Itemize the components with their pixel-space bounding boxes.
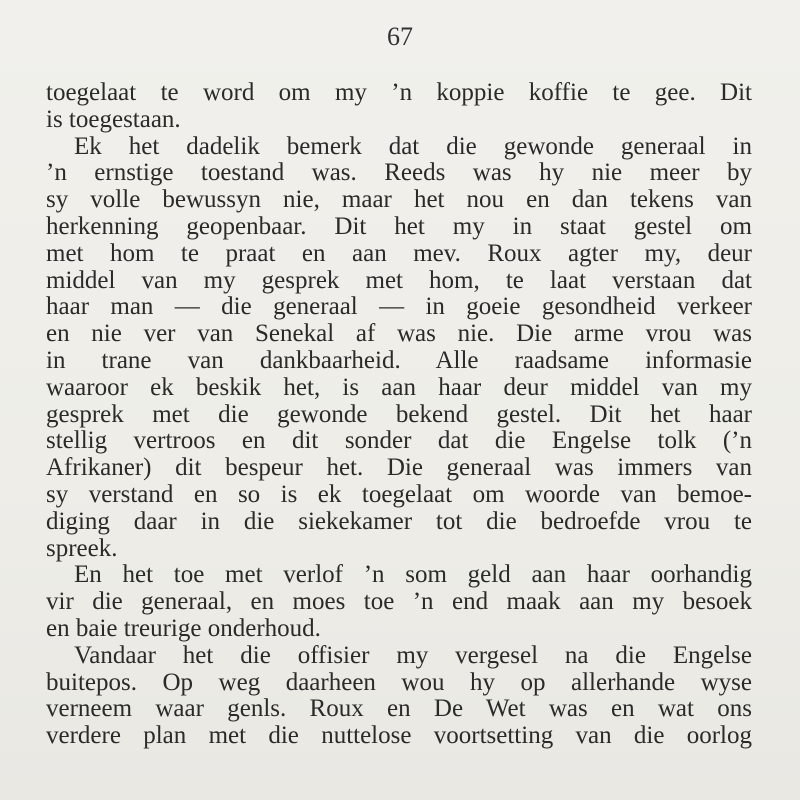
text-line: herkenning geopenbaar. Dit het my in staat gestel om [46,212,752,240]
text-line: spreek. [46,534,118,562]
text-line: is toegestaan. [46,105,181,133]
text-line: middel van my gesprek met hom, te laat verstaan dat [46,266,752,294]
text-line: in trane van dankbaarheid. Alle raadsame informasie [46,346,752,374]
text-line: stellig vertroos en dit sonder dat die Engelse tolk (’n [46,427,752,455]
text-line: gesprek met die gewonde bekend gestel. Dit het haar [46,400,752,428]
text-line: toegelaat te word om my ’n koppie koffie te gee. Dit [46,79,752,106]
text-line: buitepos. Op weg daarheen wou hy op allerhande wyse [46,668,752,696]
text-line: met hom te praat en aan mev. Roux agter my, deur [46,239,752,267]
text-line: verneem waar genls. Roux en De Wet was en wat ons [46,695,752,723]
text-line: verdere plan met die nuttelose voortsetting van die oorlog [46,722,752,750]
text-line: ’n ernstige toestand was. Reeds was hy nie meer by [46,159,752,187]
text-line: Afrikaner) dit bespeur het. Die generaal was immers van [46,454,752,482]
text-line: sy volle bewussyn nie, maar het nou en dan tekens van [46,186,752,214]
text-line: en baie treurige onderhoud. [46,614,321,642]
body-text [46,80,752,750]
text-line: sy verstand en so is ek toegelaat om woorde van bemoe- [46,480,752,508]
text-line: En het toe met verlof ’n som geld aan haar oorhandig [74,561,752,589]
text-line: waaroor ek beskik het, is aan haar deur middel van my [46,373,752,401]
text-line: haar man — die generaal — in goeie gesondheid verkeer [46,293,752,321]
text-line: diging daar in die siekekamer tot die bedroefde vrou te [46,507,752,535]
text-line: Ek het dadelik bemerk dat die gewonde generaal in [74,132,752,160]
page-number: 67 [387,22,413,51]
text-line: vir die generaal, en moes toe ’n end maak aan my besoek [46,588,752,616]
text-line: en nie ver van Senekal af was nie. Die arme vrou was [46,320,752,348]
text-line: Vandaar het die offisier my vergesel na die Engelse [74,641,752,669]
